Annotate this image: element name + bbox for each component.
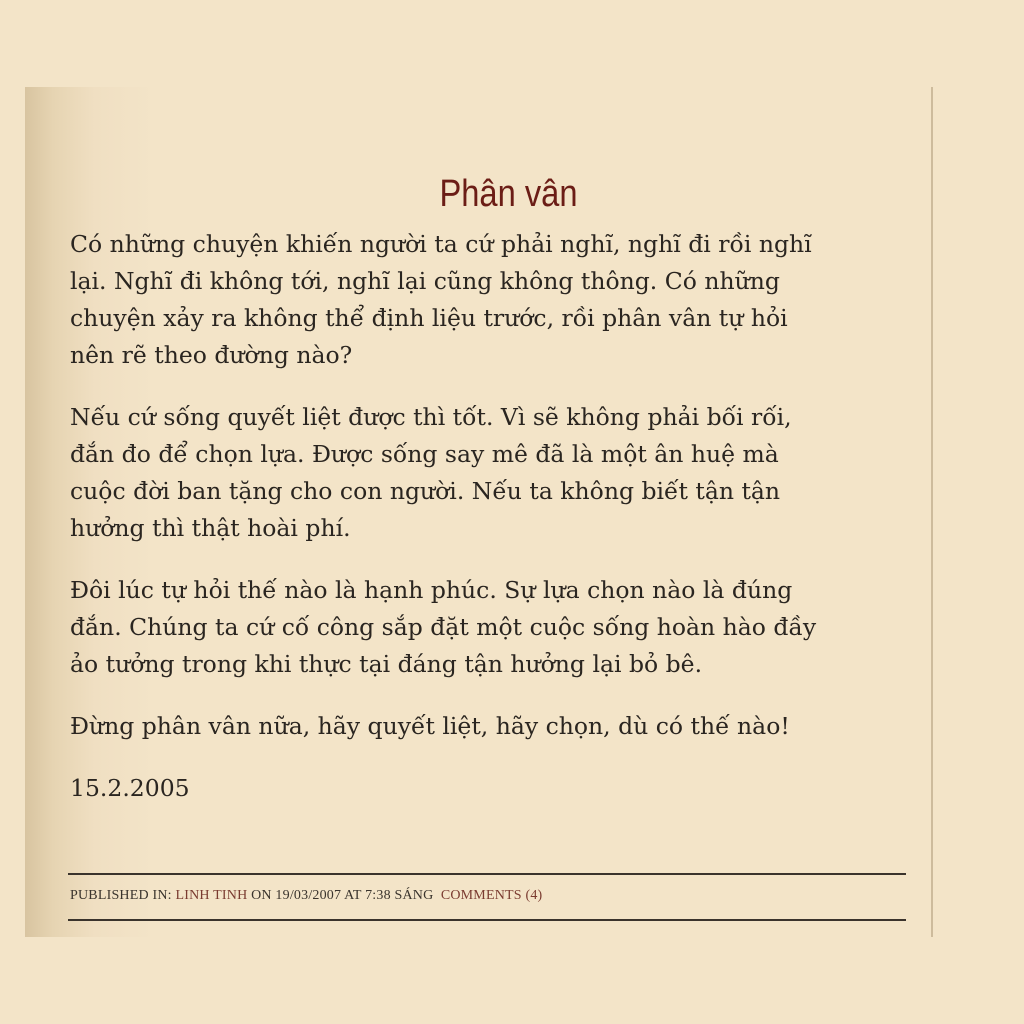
paragraph-4: Đừng phân vân nữa, hãy quyết liệt, hãy chọn, dù có thế nào! bbox=[70, 712, 790, 740]
post-body bbox=[70, 226, 915, 832]
publish-date: ON 19/03/2007 AT 7:38 SÁNG bbox=[251, 888, 434, 903]
post-date: 15.2.2005 bbox=[70, 774, 190, 802]
paragraph-1: Có những chuyện khiến người ta cứ phải nghĩ, nghĩ đi rồi nghĩ lại. Nghĩ đi không tới, nghĩ lại cũng không thông. Có những chuyện xảy ra không thể định liệu trước, rồi phân vân tự hỏi nên rẽ theo đường nào? bbox=[70, 230, 812, 369]
paragraph-2: Nếu cứ sống quyết liệt được thì tốt. Vì sẽ không phải bối rối, đắn đo để chọn lựa. Được sống say mê đã là một ân huệ mà cuộc đời ban tặng cho con người. Nếu ta không biết tận tận hưởng thì thật hoài phí. bbox=[70, 403, 792, 542]
post-meta bbox=[70, 888, 542, 904]
meta-divider-top bbox=[68, 873, 906, 875]
comments-link[interactable]: COMMENTS (4) bbox=[440, 888, 543, 903]
paragraph-3: Đôi lúc tự hỏi thế nào là hạnh phúc. Sự lựa chọn nào là đúng đắn. Chúng ta cứ cố công sắp đặt một cuộc sống hoàn hào đầy ảo tưởng trong khi thực tại đáng tận hưởng lại bỏ bê. bbox=[70, 576, 817, 678]
published-prefix: PUBLISHED IN: bbox=[70, 888, 172, 903]
category-link[interactable]: LINH TINH bbox=[175, 888, 248, 903]
post-title: Phân vân bbox=[439, 173, 578, 215]
meta-divider-bottom bbox=[68, 919, 906, 921]
